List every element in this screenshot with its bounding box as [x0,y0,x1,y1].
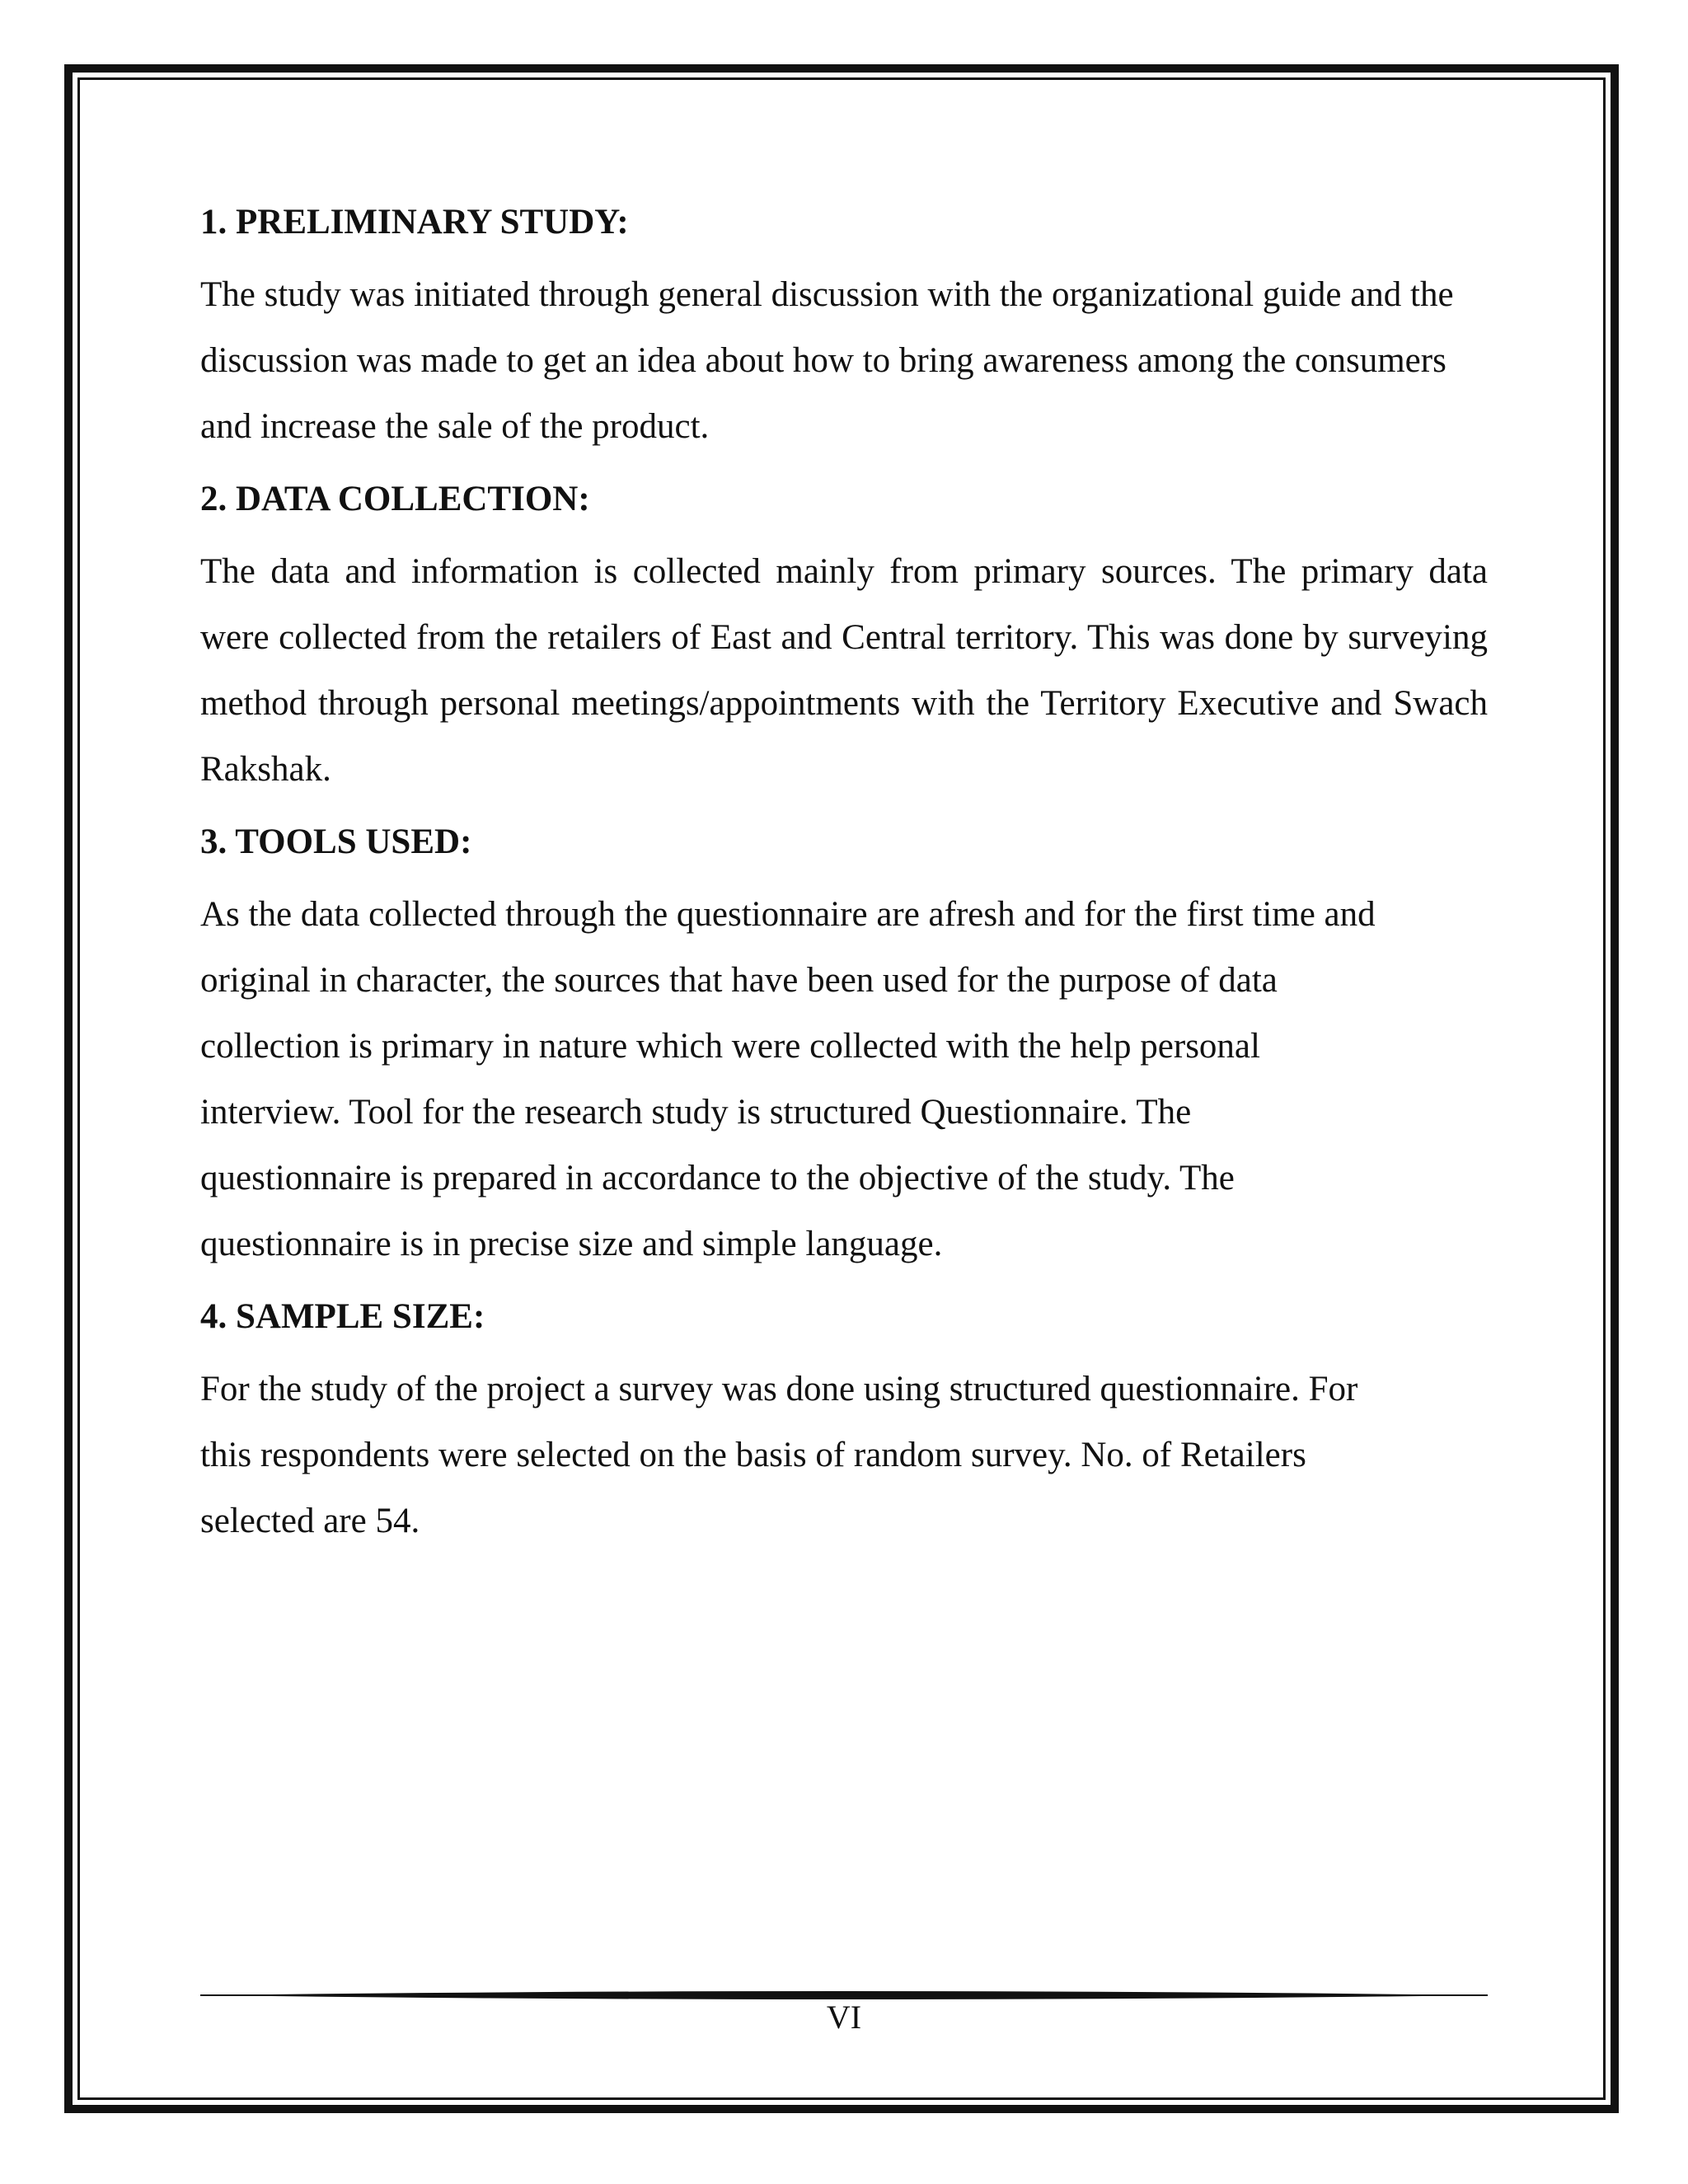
para-line: original in character, the sources that have been used for the purpose of data [200,961,1278,1000]
document-body [200,190,1488,1554]
para-line: selected are 54. [200,1502,420,1540]
para-line: collection is primary in nature which were collected with the help personal [200,1027,1260,1066]
para-data-collection: The data and information is collected mainly from primary sources. The primary data were collected from the retailers of East and Central territory. This was done by surveying method through personal meetings/appointments with the Territory Executive and Swach Rakshak. [200,552,1488,789]
para-line: As the data collected through the questionnaire are afresh and for the first time and [200,895,1376,934]
para-tools-used [200,882,1488,1277]
heading-preliminary-study: 1. PRELIMINARY STUDY: [200,203,629,241]
para-line: For the study of the project a survey was done using structured questionnaire. For [200,1370,1358,1408]
page-number: VI [826,1999,862,2036]
para-line: questionnaire is in precise size and simple language. [200,1225,943,1263]
para-preliminary-study: The study was initiated through general discussion with the organizational guide and the discussion was made to get an idea about how to bring awareness among the consumers and increase the sale of the product. [200,275,1454,446]
para-line: questionnaire is prepared in accordance to the objective of the study. The [200,1159,1235,1197]
para-line: this respondents were selected on the basis of random survey. No. of Retailers [200,1436,1306,1474]
heading-tools-used: 3. TOOLS USED: [200,823,472,861]
heading-sample-size: 4. SAMPLE SIZE: [200,1297,485,1336]
heading-data-collection: 2. DATA COLLECTION: [200,480,590,518]
para-sample-size [200,1357,1488,1554]
para-line: interview. Tool for the research study is structured Questionnaire. The [200,1093,1192,1132]
